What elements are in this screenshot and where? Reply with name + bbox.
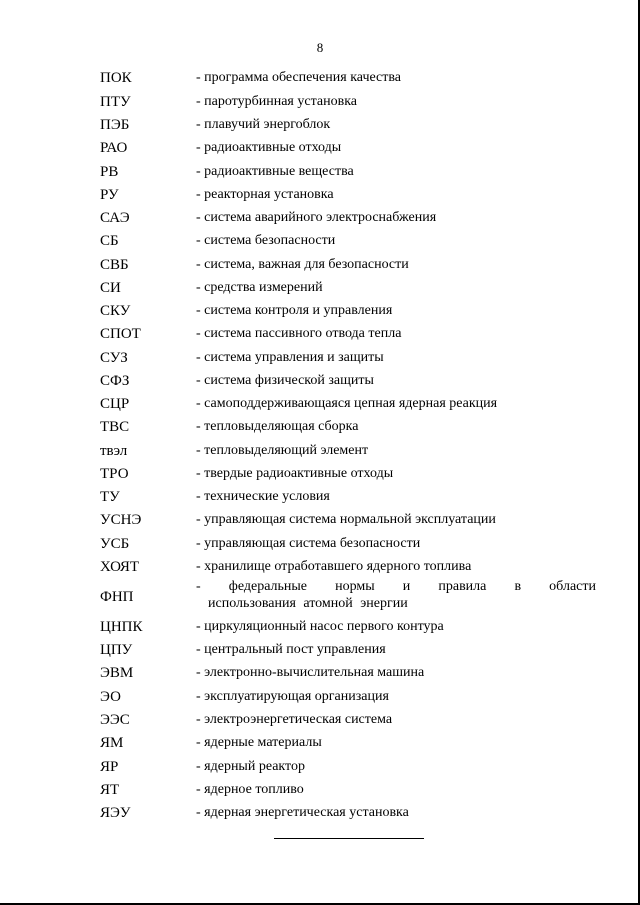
abbreviation-definition: - система безопасности — [196, 233, 336, 248]
abbreviation-term: ЭО — [100, 689, 121, 705]
abbreviation-term: ПОК — [100, 70, 132, 86]
abbreviation-definition: - ядерное топливо — [196, 782, 304, 797]
abbreviation-definition: - реакторная установка — [196, 187, 334, 202]
page-number: 8 — [316, 40, 324, 55]
abbreviation-definition: - ядерная энергетическая установка — [196, 805, 409, 820]
abbreviation-definition — [196, 578, 596, 612]
abbreviation-definition: - средства измерений — [196, 280, 323, 295]
abbreviation-term: ЯТ — [100, 782, 120, 798]
abbreviation-definition: - управляющая система безопасности — [196, 536, 421, 551]
abbreviation-definition: - ядерные материалы — [196, 735, 322, 750]
abbreviation-definition: - радиоактивные вещества — [196, 164, 354, 179]
abbreviation-definition: - центральный пост управления — [196, 642, 386, 657]
abbreviation-term: ТУ — [100, 489, 120, 505]
abbreviation-term: ЯР — [100, 759, 119, 775]
abbreviation-term: твэл — [100, 443, 128, 459]
abbreviation-term: РВ — [100, 164, 119, 180]
definition-line: использования атомной энергии — [208, 596, 408, 611]
abbreviation-term: СПОТ — [100, 326, 141, 342]
abbreviation-definition: - система пассивного отвода тепла — [196, 326, 402, 341]
abbreviation-definition: - паротурбинная установка — [196, 94, 357, 109]
abbreviation-definition: - тепловыделяющая сборка — [196, 419, 359, 434]
abbreviation-term: ЭЭС — [100, 712, 130, 728]
abbreviation-definition: - электроэнергетическая система — [196, 712, 393, 727]
end-divider — [274, 838, 424, 839]
abbreviation-term: ТВС — [100, 419, 130, 435]
abbreviation-definition: - самоподдерживающаяся цепная ядерная реакция — [196, 396, 498, 411]
abbreviation-term: ПЭБ — [100, 117, 130, 133]
abbreviation-term: УСНЭ — [100, 512, 142, 528]
abbreviation-term: ФНП — [100, 589, 134, 605]
abbreviation-definition: - система контроля и управления — [196, 303, 393, 318]
definition-line: - федеральные нормы и правила в области — [196, 579, 596, 594]
abbreviation-term: САЭ — [100, 210, 130, 226]
abbreviation-term: СБ — [100, 233, 119, 249]
abbreviation-definition: - твердые радиоактивные отходы — [196, 466, 394, 481]
abbreviation-definition: - система, важная для безопасности — [196, 257, 409, 272]
abbreviation-term: РАО — [100, 140, 128, 156]
abbreviation-term: РУ — [100, 187, 119, 203]
abbreviation-definition: - электронно-вычислительная машина — [196, 665, 425, 680]
abbreviation-term: ПТУ — [100, 94, 131, 110]
abbreviation-term: УСБ — [100, 536, 130, 552]
abbreviation-term: СКУ — [100, 303, 131, 319]
abbreviation-term: ХОЯТ — [100, 559, 139, 575]
abbreviation-term: СИ — [100, 280, 121, 296]
abbreviation-definition: - система физической защиты — [196, 373, 374, 388]
abbreviation-definition: - управляющая система нормальной эксплуатации — [196, 512, 496, 527]
abbreviation-term: СЦР — [100, 396, 130, 412]
abbreviation-term: ЦПУ — [100, 642, 133, 658]
abbreviation-definition: - радиоактивные отходы — [196, 140, 342, 155]
abbreviation-term: ТРО — [100, 466, 129, 482]
abbreviation-term: ЯМ — [100, 735, 124, 751]
abbreviation-definition: - эксплуатирующая организация — [196, 689, 389, 704]
abbreviation-definition: - циркуляционный насос первого контура — [196, 619, 444, 634]
abbreviation-definition: - хранилище отработавшего ядерного топлива — [196, 559, 472, 574]
abbreviation-definition: - плавучий энергоблок — [196, 117, 331, 132]
abbreviation-term: ЭВМ — [100, 665, 134, 681]
abbreviation-term: СВБ — [100, 257, 129, 273]
abbreviation-definition: - ядерный реактор — [196, 759, 305, 774]
abbreviation-term: СУЗ — [100, 350, 128, 366]
abbreviation-definition: - система управления и защиты — [196, 350, 384, 365]
abbreviation-term: СФЗ — [100, 373, 130, 389]
abbreviation-definition: - тепловыделяющий элемент — [196, 443, 369, 458]
abbreviation-term: ЯЭУ — [100, 805, 131, 821]
abbreviation-definition: - технические условия — [196, 489, 330, 504]
abbreviation-term: ЦНПК — [100, 619, 143, 635]
abbreviation-definition: - программа обеспечения качества — [196, 70, 402, 85]
abbreviation-definition: - система аварийного электроснабжения — [196, 210, 437, 225]
